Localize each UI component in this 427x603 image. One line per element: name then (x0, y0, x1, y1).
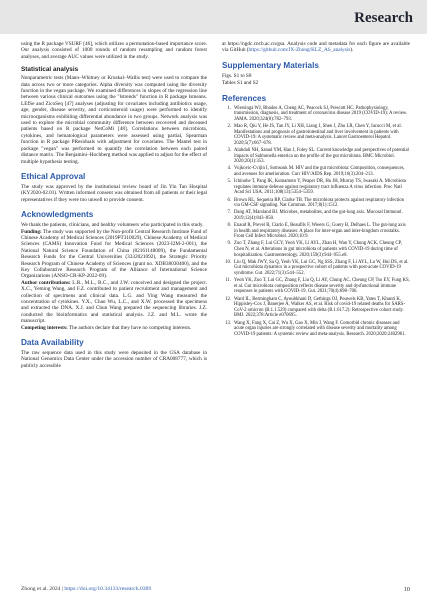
reference-item (222, 124, 410, 146)
supplementary-materials-heading: Supplementary Materials (222, 60, 319, 70)
supplementary-figures: Figs. S1 to S8 (222, 72, 252, 79)
reference-item (222, 166, 410, 177)
journal-name: Research (354, 10, 413, 26)
reference-text: Vujkovic-Cvijin I, Somsouk M. HIV and the gut microbiota: Composition, consequences, and avenues for amelioration. Curr HIV/AIDS Rep. 2019;16(3):204–213. (234, 166, 405, 177)
reference-item (222, 179, 410, 196)
reference-number: 2. (227, 124, 231, 129)
reference-item (222, 198, 410, 209)
reference-item (222, 260, 410, 277)
references-list (222, 106, 410, 338)
reference-item (222, 241, 410, 258)
reference-text: Yeoh YK, Zuo T, Lui GC, Zhang F, Liu Q, Li AY, Chung AC, Cheung CP, Tso EY, Fung KS, et al. Gut microbiota composition reflects disease severity and dysfunctional immune responses in patients with COVID-19. Gut. 2021;70(4):698–706. (234, 278, 410, 295)
reference-text: Dang AT, Marsland BJ. Microbes, metabolites, and the gut-lung axis. Mucosal Immunol. 2019;12(4):843–850. (234, 210, 403, 221)
funding-label: Funding: (21, 228, 42, 235)
footer-citation: Zhong et al. 2024 | (21, 586, 65, 592)
competing-interests-paragraph (21, 325, 207, 331)
intro-paragraph: using the R package VSURF [46], which utilizes a permutation-based importance score. Our analysis consisted of 1000 rounds of random resampling and random forest analyses, and average AUC values were utilized in the study. (21, 41, 207, 60)
reference-item (222, 106, 410, 123)
contributions-paragraph (21, 280, 207, 325)
reference-item (222, 223, 410, 240)
reference-text: Zuo T, Zhang F, Lui GCY, Yeoh YK, Li AYL, Zhan H, Wan Y, Chung ACK, Cheung CP, Chen N, et al. Alterations in gut microbiota of patients with COVID-19 during time of hospitalization. Gastroenterology. 2020;159(3):944–955.e8. (234, 241, 402, 258)
reference-item (222, 210, 410, 221)
reference-number: 11. (225, 278, 231, 284)
right-column (222, 41, 410, 339)
contributions-label: Author contributions: (21, 279, 71, 286)
reference-number: 13. (225, 320, 231, 326)
reference-number: 12. (225, 296, 231, 302)
statistical-analysis-paragraph: Nonparametric tests (Mann–Whitney or Kruskal–Wallis test) were used to compare the data across two or more categories. Alpha diversity was computed using the diversity function in the vegan package. We examined differences in slopes of the regression line between various clinical outcomes using the "lstrends" function in R package lsmeans. LEfSe and ZicoSeq [47] analyses (adjusting for covariates including antibiotics usage, age, gender, disease severity, and corticosteroid usage) were performed to identify microorganisms exhibiting differential abundance in two groups. Network analysis was used to explore the microbial community difference between recovered and deceased patients based on R package NetCoMi [48]. Correlations between microbiota, cytokines, and hematological parameters were assessed using partial, Spearman function in R package PResiduals with adjustment for covariates. The Mantel test in package "vegan" was performed to quantify the correlation between each paired distance matrix. The Benjamini–Hochberg method was applied to adjust for the effect of multiple hypothesis testing. (21, 75, 207, 165)
supplementary-list (222, 73, 410, 87)
reference-text: Wang X, Fang X, Cai Z, Wu X, Gao X, Min J, Wang F. Comorbid chronic diseases and acute organ injuries are strongly correlated with disease severity and mortality among COVID-19 patients: A systemic review and meta-analysis. Research. 2020;2020:2402961. (234, 320, 406, 337)
competing-interests-text: The authors declare that they have no competing interests. (67, 324, 192, 331)
doi-link[interactable]: https://doi.org/10.34133/research.0389 (64, 586, 152, 592)
left-column (21, 41, 207, 369)
reference-item (222, 148, 410, 165)
funding-text: The study was supported by the Non-profit Central Research Institute Fund of Chinese Academy of Medical Sciences (2019PT310029), Chinese Academy of Medical Sciences (CAMS) Innovation Fund for Medical Sciences (2023-I2M-2-001), the National Natural Science Foundation of China (82161148009), the Fundamental Research Funds for the Central Universities (3332021092), the Strategic Priority Research Program of Chinese Academy of Sciences (grant no. XDB38030400), and the Key Collaborative Research Program of the Alliance of International Science Organizations (ANSO-CR-KP-2022-09). (21, 228, 207, 280)
acknowledgments-heading: Acknowledgments (21, 210, 94, 220)
reference-text: Wiersinga WJ, Rhodes A, Cheng AC, Peacock SJ, Prescott HC. Pathophysiology, transmission, diagnosis, and treatment of coronavirus disease 2019 (COVID-19): A review. JAMA. 2020;324(8):782–793. (234, 105, 408, 122)
reference-item (222, 321, 410, 338)
reference-text: Ichinohe T, Pang IK, Kumamoto Y, Peaper DR, Ho JH, Murray TS, Iwasaki A. Microbiota regulates immune defense against respiratory tract influenza A virus infection. Proc Natl Acad Sci USA. 2011;108(13):5354–5359. (234, 179, 406, 196)
ethical-approval-paragraph: The study was approved by the institutional review board of Jin Yin Tan Hospital (KY2020-02.01). Written informed consent was obtained from all patients or their legal representatives if they were too unwell to provide consent. (21, 183, 207, 203)
reference-text: Liu Q, Mak JWY, Su Q, Yeoh YK, Lui GC, Ng SSS, Zhang F, Li AYL, Lu W, Hui DS, et al. Gut microbiota dynamics in a prospective cohort of patients with post-acute COVID-19 syndrome. Gut. 2022;71(3):544–552. (234, 259, 409, 276)
github-link[interactable]: https://github.com/JX-Zhong/KLZ_AS_analysis (248, 47, 351, 54)
data-availability-text-a: at https://ngdc.cncb.ac.cn/gsa. Analysis code and metadata for each figure are available via GitHub ( (222, 41, 410, 54)
reference-text: Brown RL, Sequeira RP, Clarke TB. The microbiota protects against respiratory infection via GM-CSF signaling. Nat Commun. 2017;8(1):1512. (234, 197, 404, 209)
reference-text: Enaud R, Prevel R, Ciarlo E, Beaufils F, Wieers G, Guery B, Delhaes L. The gut-lung axis in health and respiratory diseases: A place for inter-organ and inter-kingdom crosstalks. Front Cell Infect Microbiol. 2020;10:9. (234, 223, 406, 240)
reference-text: Alabdali NH, Sanad YM, Han J, Foley SL. Current knowledge and perspectives of potential impacts of Salmonella enterica on the profile of the gut microbiota. BMC Microbiol. 2020;20(1):353. (234, 147, 409, 165)
page-number: 10 (403, 586, 410, 593)
acknowledgments-paragraph: We thank the patients, clinicians, and healthy volunteers who participated in this study. (21, 222, 204, 229)
reference-number: 9. (227, 241, 231, 247)
statistical-analysis-heading: Statistical analysis (21, 66, 79, 74)
reference-number: 7. (227, 210, 231, 216)
data-availability-heading: Data Availability (21, 338, 84, 348)
reference-number: 1. (227, 105, 231, 111)
reference-item (222, 297, 410, 319)
supplementary-tables: Tables S1 and S2 (222, 80, 259, 87)
references-heading: References (222, 93, 267, 103)
reference-number: 3. (227, 147, 231, 153)
reference-text: Mao R, Qiu Y, He JS, Tan JY, Li XH, Liang J, Shen J, Zhu LR, Chen Y, Iacucci M, et al. Manifestations and prognosis of gastrointestinal and liver involvement in patients with COVID-19: A systematic review and meta-analysis. Lancet Gastroenterol Hepatol. 2020;5(7):667–678. (234, 124, 402, 146)
reference-number: 8. (227, 223, 231, 229)
data-availability-continued (222, 41, 410, 54)
competing-interests-label: Competing interests: (21, 324, 68, 331)
ethical-approval-heading: Ethical Approval (21, 171, 86, 181)
reference-number: 6. (227, 197, 231, 203)
page-footer (21, 586, 410, 592)
reference-number: 4. (227, 166, 231, 172)
data-availability-paragraph: The raw sequence data used in this study were deposited in the GSA database in National Genomics Data Center under the accession number of CRA008777, which is publicly accessible (21, 350, 207, 369)
reference-number: 5. (227, 179, 231, 185)
contributions-text: L.R., M.L., B.C., and J.W. conceived and designed the project. X.C., Yeming Wang, and F.Z. contributed to patient recruitment and management and collection of specimens and clinical data. L.G. and Ying Wang measured the concentration of cytokines. Y.X., Chao Wu, L.C., and X.W. processed the specimens and extracted the DNA. X.J. and Chun Wang prepared the sequencing libraries. J.Z. conducted the bioinformatics and statistical analysis. J.Z. and M.L. wrote the manuscript. (21, 279, 207, 325)
reference-text: Ward IL, Bermingham C, Ayoubkhani D, Gethings OJ, Pouwels KB, Yates T, Khunti K, Hippisley-Cox J, Banerjee A, Walker AS, et al. Risk of covid-19 related deaths for SARS-CoV-2 omicron (B.1.1.529) compared with delta (B.1.617.2): Retrospective cohort study. BMJ. 2022;378:Article e070695. (234, 296, 406, 319)
reference-item (222, 278, 410, 295)
funding-paragraph (21, 229, 207, 280)
data-availability-text-b: ). (350, 47, 354, 54)
reference-number: 10. (225, 259, 231, 265)
